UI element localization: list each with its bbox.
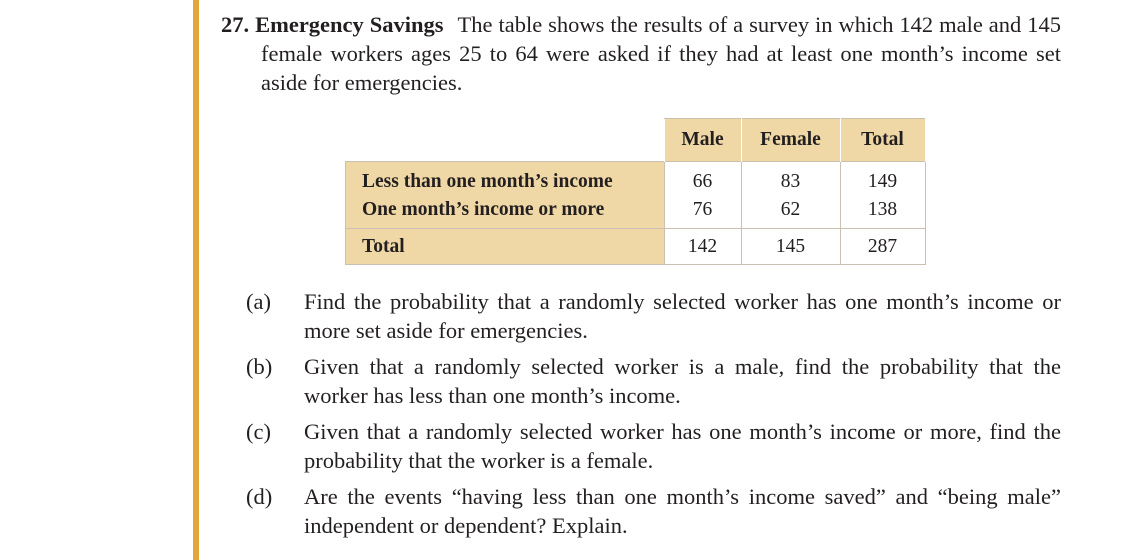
row-label-or-more: One month’s income or more — [346, 196, 665, 229]
question-letter: (c) — [246, 419, 271, 444]
exercise-title: Emergency Savings — [255, 12, 444, 37]
question-b — [246, 352, 1061, 410]
question-text: Given that a randomly selected worker has one month’s income or more, find the probability that the worker is a female. — [304, 419, 1061, 473]
cell-more-male: 76 — [664, 196, 741, 229]
cell-more-female: 62 — [741, 196, 840, 229]
question-a — [246, 287, 1061, 345]
cell-less-female: 83 — [741, 162, 840, 197]
question-text: Given that a randomly selected worker is a male, find the probability that the worker has less than one month’s income. — [304, 354, 1061, 408]
table-row — [346, 162, 926, 197]
question-letter: (a) — [246, 289, 271, 314]
header-female: Female — [741, 119, 840, 162]
exercise-number: 27. — [221, 12, 250, 37]
survey-table — [345, 118, 926, 265]
exercise-27 — [221, 10, 1061, 538]
cell-less-total: 149 — [840, 162, 925, 197]
row-label-total: Total — [346, 229, 665, 265]
cell-less-male: 66 — [664, 162, 741, 197]
table-corner — [346, 119, 665, 162]
question-letter: (d) — [246, 484, 273, 509]
question-text: Find the probability that a randomly selected worker has one month’s income or more set aside for emergencies. — [304, 289, 1061, 343]
question-letter: (b) — [246, 354, 273, 379]
question-c — [246, 417, 1061, 475]
table-row — [346, 196, 926, 229]
header-total: Total — [840, 119, 925, 162]
exercise-intro — [221, 10, 1061, 97]
question-text: Are the events “having less than one month’s income saved” and “being male” independent or dependent? Explain. — [304, 484, 1061, 538]
cell-more-total: 138 — [840, 196, 925, 229]
row-label-less-than: Less than one month’s income — [346, 162, 665, 197]
margin-accent-bar — [193, 0, 199, 560]
cell-total-male: 142 — [664, 229, 741, 265]
question-d — [246, 482, 1061, 540]
cell-total-female: 145 — [741, 229, 840, 265]
exercise-intro-text: The table shows the results of a survey in which 142 male and 145 female workers ages 25 to 64 were asked if they had at least one month’s income set aside for emergencies. — [261, 12, 1061, 95]
cell-total-total: 287 — [840, 229, 925, 265]
table-total-row — [346, 229, 926, 265]
header-male: Male — [664, 119, 741, 162]
table-header-row — [346, 119, 926, 162]
question-list — [246, 287, 1061, 547]
